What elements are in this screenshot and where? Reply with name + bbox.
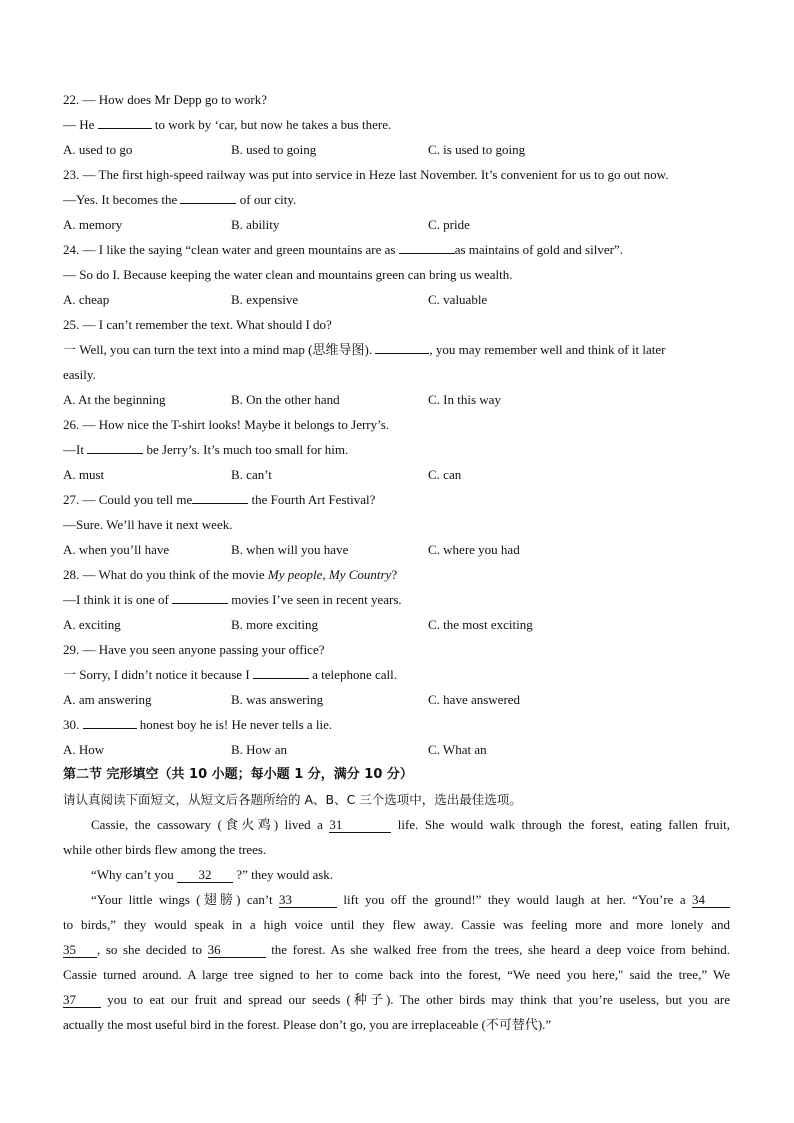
question-text: 27. — Could you tell me — [63, 492, 193, 507]
exam-page — [63, 90, 730, 1040]
option-a[interactable]: A. when you’ll have — [63, 542, 170, 557]
cloze-blank-35[interactable]: 35 — [63, 942, 97, 958]
passage-line-9 — [63, 1015, 730, 1040]
passage-text: “Why can’t you — [91, 867, 178, 882]
answer-text: —It — [63, 442, 88, 457]
passage-text: Cassie, the cassowary (食火鸡) lived a — [91, 817, 330, 832]
section-heading: 第二节 完形填空（共 10 小题；每小题 1 分，满分 10 分） — [63, 767, 413, 782]
option-b[interactable]: B. used to going — [231, 142, 317, 157]
answer-text: be Jerry’s. It’s much too small for him. — [143, 442, 349, 457]
question-24 — [63, 240, 730, 265]
passage-line-1 — [63, 815, 730, 840]
option-a[interactable]: A. memory — [63, 217, 123, 232]
question-text: 28. — What do you think of the movie — [63, 567, 268, 582]
passage-text: lift you off the ground!” they would laugh at her. “You’re a — [336, 892, 692, 907]
answer-blank[interactable] — [253, 665, 309, 679]
option-b[interactable]: B. more exciting — [231, 617, 319, 632]
cloze-blank-31[interactable]: 31 — [329, 817, 391, 833]
answer-24 — [63, 265, 730, 290]
passage-text: the forest. As she walked free from the trees, she heard a deep voice from behind. — [265, 942, 730, 957]
question-text: the Fourth Art Festival? — [248, 492, 376, 507]
options-28 — [63, 615, 730, 640]
cloze-blank-34[interactable]: 34 — [692, 892, 730, 908]
passage-line-7 — [63, 965, 730, 990]
passage-text: Cassie turned around. A large tree signed to her to come back into the forest, “We need you here," said the tree,” We — [63, 967, 730, 982]
question-26 — [63, 415, 730, 440]
option-c[interactable]: C. In this way — [428, 392, 501, 407]
answer-text: , you may remember well and think of it later — [429, 342, 666, 357]
option-c[interactable]: C. can — [428, 467, 462, 482]
options-26 — [63, 465, 730, 490]
question-blank[interactable] — [399, 240, 455, 254]
answer-blank[interactable] — [172, 590, 228, 604]
question-22 — [63, 90, 730, 115]
passage-line-2 — [63, 840, 730, 865]
option-a[interactable]: A. At the beginning — [63, 392, 166, 407]
question-text: 23. — The first high-speed railway was put into service in Heze last November. It’s convenient for us to go out now. — [63, 167, 669, 182]
answer-25-cont — [63, 365, 730, 390]
question-23 — [63, 165, 730, 190]
answer-27 — [63, 515, 730, 540]
passage-text: to birds,” they would speak in a high voice until they flew away. Cassie was feeling more and more lonely and — [63, 917, 730, 932]
answer-25 — [63, 340, 730, 365]
option-b[interactable]: B. when will you have — [231, 542, 349, 557]
options-23 — [63, 215, 730, 240]
passage-text: while other birds flew among the trees. — [63, 842, 267, 857]
passage-text: you to eat our fruit and spread our seeds (种子). The other birds may think that you’re useless, but you are — [101, 992, 730, 1007]
option-c[interactable]: C. What an — [428, 742, 487, 757]
option-b[interactable]: B. was answering — [231, 692, 324, 707]
section-instruction: 请认真阅读下面短文，从短文后各题所给的 A、B、C 三个选项中，选出最佳选项。 — [63, 792, 522, 807]
movie-title: My people, My Country — [267, 567, 392, 582]
passage-text: ?” they would ask. — [233, 867, 334, 882]
options-30 — [63, 740, 730, 765]
question-text: 25. — I can’t remember the text. What should I do? — [63, 317, 332, 332]
option-b[interactable]: B. ability — [231, 217, 280, 232]
answer-29 — [63, 665, 730, 690]
answer-text: easily. — [63, 367, 96, 382]
passage-text: , so she decided to — [97, 942, 208, 957]
answer-text: a telephone call. — [308, 667, 397, 682]
passage-line-5 — [63, 915, 730, 940]
passage-line-4 — [63, 890, 730, 915]
answer-text: — He — [63, 117, 98, 132]
question-text: ? — [391, 567, 398, 582]
question-30 — [63, 715, 730, 740]
question-blank[interactable] — [192, 490, 248, 504]
answer-26 — [63, 440, 730, 465]
option-c[interactable]: C. pride — [428, 217, 470, 232]
cloze-blank-33[interactable]: 33 — [279, 892, 337, 908]
cloze-blank-36[interactable]: 36 — [208, 942, 266, 958]
answer-blank[interactable] — [375, 340, 429, 354]
option-a[interactable]: A. used to go — [63, 142, 133, 157]
option-a[interactable]: A. must — [63, 467, 105, 482]
passage-text: life. She would walk through the forest, eating fallen fruit, — [391, 817, 730, 832]
question-text: 22. — How does Mr Depp go to work? — [63, 92, 268, 107]
option-a[interactable]: A. cheap — [63, 292, 110, 307]
option-b[interactable]: B. On the other hand — [231, 392, 340, 407]
options-24 — [63, 290, 730, 315]
cloze-blank-32[interactable]: 32 — [177, 867, 233, 883]
question-28 — [63, 565, 730, 590]
option-b[interactable]: B. expensive — [231, 292, 299, 307]
option-c[interactable]: C. valuable — [428, 292, 488, 307]
question-text: honest boy he is! He never tells a lie. — [136, 717, 333, 732]
options-27 — [63, 540, 730, 565]
passage-line-3 — [63, 865, 730, 890]
question-27 — [63, 490, 730, 515]
question-text: 29. — Have you seen anyone passing your office? — [63, 642, 325, 657]
passage-line-8 — [63, 990, 730, 1015]
answer-blank[interactable] — [98, 115, 152, 129]
cloze-blank-37[interactable]: 37 — [63, 992, 101, 1008]
options-25 — [63, 390, 730, 415]
option-c[interactable]: C. is used to going — [428, 142, 526, 157]
passage-text: “Your little wings (翅膀) can’t — [91, 892, 279, 907]
question-text: 30. — [63, 717, 83, 732]
option-a[interactable]: A. exciting — [63, 617, 121, 632]
answer-text: —Yes. It becomes the — [63, 192, 181, 207]
answer-text: 一 Sorry, I didn’t notice it because I — [63, 667, 253, 682]
answer-text: —Sure. We’ll have it next week. — [63, 517, 233, 532]
answer-text: — So do I. Because keeping the water clean and mountains green can bring us wealth. — [63, 267, 513, 282]
option-b[interactable]: B. can’t — [231, 467, 272, 482]
answer-text: —I think it is one of — [63, 592, 173, 607]
question-25 — [63, 315, 730, 340]
answer-28 — [63, 590, 730, 615]
answer-text: of our city. — [236, 192, 297, 207]
question-text: 26. — How nice the T-shirt looks! Maybe it belongs to Jerry’s. — [63, 417, 390, 432]
options-22 — [63, 140, 730, 165]
option-a[interactable]: A. am answering — [63, 692, 152, 707]
answer-blank[interactable] — [180, 190, 236, 204]
answer-22 — [63, 115, 730, 140]
option-c[interactable]: C. have answered — [428, 692, 521, 707]
option-c[interactable]: C. the most exciting — [428, 617, 533, 632]
question-text: 24. — I like the saying “clean water and green mountains are as — [63, 242, 399, 257]
answer-text: movies I’ve seen in recent years. — [228, 592, 402, 607]
question-text: as maintains of gold and silver”. — [454, 242, 623, 257]
answer-text: 一 Well, you can turn the text into a mind map (思维导图). — [63, 342, 376, 357]
question-29 — [63, 640, 730, 665]
answer-23 — [63, 190, 730, 215]
option-b[interactable]: B. How an — [231, 742, 287, 757]
answer-blank[interactable] — [87, 440, 143, 454]
options-29 — [63, 690, 730, 715]
option-a[interactable]: A. How — [63, 742, 105, 757]
option-c[interactable]: C. where you had — [428, 542, 520, 557]
passage-text: actually the most useful bird in the forest. Please don’t go, you are irreplaceable (不可替代).” — [63, 1017, 552, 1032]
answer-text: to work by ‘car, but now he takes a bus there. — [151, 117, 392, 132]
question-blank[interactable] — [83, 715, 137, 729]
passage-line-6 — [63, 940, 730, 965]
